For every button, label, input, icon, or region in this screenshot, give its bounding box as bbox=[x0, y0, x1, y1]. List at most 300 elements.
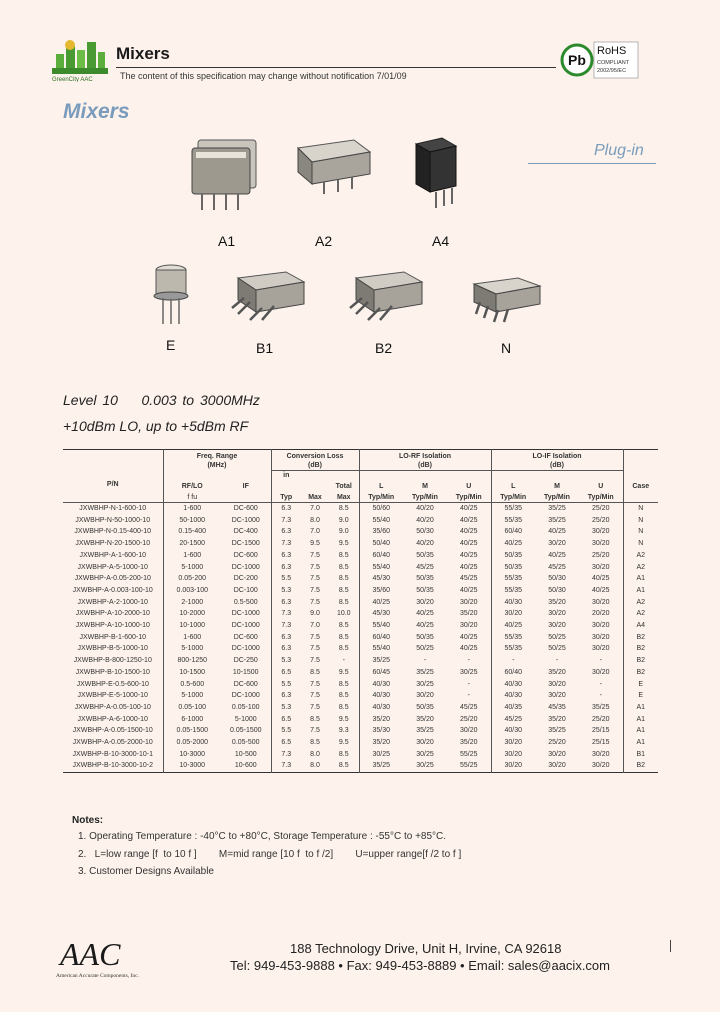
table-cell: 8.5 bbox=[338, 762, 349, 770]
table-cell: 9.0 bbox=[310, 610, 320, 618]
table-row bbox=[63, 550, 658, 562]
table-cell: 50/35 bbox=[491, 550, 535, 562]
table-row bbox=[63, 526, 658, 538]
th-if-u: U bbox=[598, 483, 604, 490]
table-cell: 30/20 bbox=[491, 608, 535, 620]
table-row bbox=[63, 725, 658, 737]
table-cell: 40/25 bbox=[459, 586, 478, 594]
greencity-logo-caption: GreenCity AAC bbox=[52, 77, 93, 82]
table-cell: 7.5 bbox=[310, 703, 320, 711]
table-cell: A1 bbox=[623, 585, 658, 597]
table-cell: 5.3 bbox=[271, 702, 301, 714]
table-cell: 35/30 bbox=[359, 725, 403, 737]
part-number-cell: JXWBHP-A-0.003-100-10 bbox=[72, 586, 153, 594]
table-cell: A1 bbox=[623, 737, 658, 749]
th-typmin-4: Typ/Min bbox=[491, 493, 535, 503]
table-cell: 5.5 bbox=[271, 725, 301, 737]
table-cell: A2 bbox=[623, 608, 658, 620]
notes-title: Notes: bbox=[72, 815, 104, 826]
table-cell: - bbox=[599, 657, 602, 665]
table-cell: 30/20 bbox=[591, 598, 610, 606]
note-2: 2. L=low range [f to 10 f ] M=mid range [10 f to f /2] U=upper range[f /2 to f ] bbox=[78, 849, 462, 860]
table-cell: 8.5 bbox=[338, 551, 349, 559]
part-number-cell: JXWBHP-A-0.05-2000-10 bbox=[72, 739, 153, 747]
th-lo-rf: LO-RF Isolation bbox=[398, 453, 452, 460]
table-cell: 6.3 bbox=[271, 562, 301, 574]
table-cell: 25/15 bbox=[591, 727, 610, 735]
table-cell: 1-600 bbox=[163, 550, 221, 562]
table-cell: 30/20 bbox=[416, 692, 434, 700]
th-total: Total bbox=[335, 483, 352, 490]
table-cell: 55/35 bbox=[491, 585, 535, 597]
table-cell: 0.05-100 bbox=[231, 703, 260, 711]
table-cell: 10-600 bbox=[234, 762, 257, 770]
category-underline bbox=[528, 163, 656, 164]
category-label: Plug-in bbox=[594, 142, 644, 159]
table-cell: - bbox=[467, 692, 470, 700]
part-number-cell: JXWBHP-B-800-1250-10 bbox=[73, 657, 152, 665]
table-row bbox=[63, 515, 658, 527]
table-cell: 30/20 bbox=[591, 528, 610, 536]
table-cell: A4 bbox=[623, 620, 658, 632]
table-cell: 60/40 bbox=[491, 667, 535, 679]
part-number-cell: JXWBHP-B-10-3000-10-1 bbox=[72, 750, 154, 758]
table-cell: DC-1000 bbox=[231, 610, 260, 618]
rohs-line2: COMPLIANT bbox=[597, 60, 630, 66]
package-label-a1: A1 bbox=[218, 233, 236, 249]
table-cell: 0.05-2000 bbox=[163, 737, 221, 749]
table-cell: DC-1000 bbox=[231, 692, 260, 700]
table-cell: 7.5 bbox=[310, 598, 320, 606]
table-cell: 6-1000 bbox=[163, 714, 221, 726]
table-cell: 8.5 bbox=[338, 505, 349, 512]
rohs-line3: 2002/95/EC bbox=[597, 68, 627, 74]
table-cell: 6.5 bbox=[271, 714, 301, 726]
table-row bbox=[63, 760, 658, 772]
e-package-icon bbox=[150, 262, 192, 326]
table-cell: 20-1500 bbox=[163, 538, 221, 550]
table-cell: 10-3000 bbox=[163, 749, 221, 761]
table-cell: 40/30 bbox=[359, 690, 403, 702]
th-freq-range: Freq. Range bbox=[196, 453, 238, 461]
table-cell: 9.0 bbox=[338, 528, 349, 536]
table-row bbox=[63, 585, 658, 597]
table-cell: 45/30 bbox=[359, 608, 403, 620]
table-cell: 55/35 bbox=[491, 503, 535, 515]
table-cell: 45/25 bbox=[459, 703, 478, 711]
table-cell: 25/20 bbox=[591, 715, 610, 723]
table-row bbox=[63, 608, 658, 620]
th-rf-lo: RF/LO bbox=[163, 480, 221, 493]
part-number-cell: JXWBHP-B-10-3000-10-2 bbox=[72, 762, 154, 770]
table-cell: 50-1000 bbox=[163, 515, 221, 527]
table-cell: N bbox=[623, 503, 658, 515]
table-cell: 10-2000 bbox=[163, 608, 221, 620]
table-cell: 30/20 bbox=[591, 762, 610, 770]
table-cell: 9.5 bbox=[338, 540, 349, 548]
table-cell: 30/20 bbox=[491, 760, 535, 772]
note-3: 3. Customer Designs Available bbox=[78, 866, 214, 877]
table-cell: 7.5 bbox=[310, 657, 320, 665]
table-cell: A1 bbox=[623, 573, 658, 585]
table-cell: 2-1000 bbox=[163, 597, 221, 609]
table-cell: 40/30 bbox=[491, 597, 535, 609]
th-max2: Max bbox=[336, 494, 351, 501]
th-max: Max bbox=[308, 494, 322, 501]
table-cell: 35/20 bbox=[548, 598, 566, 606]
table-cell: 30/25 bbox=[416, 750, 434, 758]
header-notice: The content of this specification may change without notification 7/01/09 bbox=[120, 71, 407, 81]
th-typmin-5: Typ/Min bbox=[544, 494, 570, 501]
rohs-line1: RoHS bbox=[597, 45, 627, 57]
table-cell: 35/20 bbox=[548, 668, 566, 676]
table-cell: 60/45 bbox=[359, 667, 403, 679]
table-cell: 30/20 bbox=[459, 598, 478, 606]
table-cell: 7.3 bbox=[271, 515, 301, 527]
table-cell: - bbox=[599, 692, 602, 700]
table-cell: 30/20 bbox=[548, 540, 566, 548]
th-typmin-1: Typ/Min bbox=[359, 493, 403, 503]
table-cell: - bbox=[467, 657, 470, 665]
table-cell: 30/20 bbox=[548, 610, 566, 618]
page-title: Mixers bbox=[63, 100, 130, 123]
table-cell: 35/20 bbox=[359, 737, 403, 749]
th-if-m: M bbox=[554, 483, 560, 490]
a4-package-icon bbox=[410, 136, 460, 212]
table-cell: 40/25 bbox=[459, 540, 478, 548]
table-cell: 9.0 bbox=[338, 516, 349, 524]
th-typ: Typ bbox=[271, 493, 301, 503]
table-cell: DC-100 bbox=[233, 586, 258, 594]
table-cell: 50/35 bbox=[416, 703, 434, 711]
table-cell: 5.3 bbox=[271, 655, 301, 667]
table-cell: 8.5 bbox=[338, 750, 349, 758]
table-cell: 40/25 bbox=[548, 551, 566, 559]
part-number-cell: JXWBHP-N-0.15-400-10 bbox=[74, 528, 152, 536]
table-cell: DC-600 bbox=[233, 633, 258, 641]
table-row bbox=[63, 690, 658, 702]
table-cell: 40/25 bbox=[491, 620, 535, 632]
table-cell: 25/20 bbox=[591, 505, 610, 512]
table-cell: 7.5 bbox=[310, 692, 320, 700]
table-cell: - bbox=[467, 680, 470, 688]
part-number-cell: JXWBHP-B-10-1500-10 bbox=[75, 668, 150, 676]
table-cell: 45/25 bbox=[459, 575, 478, 583]
footer-address: 188 Technology Drive, Unit H, Irvine, CA 92618 bbox=[290, 941, 562, 956]
table-cell: 40/25 bbox=[459, 551, 478, 559]
aac-logo-icon bbox=[56, 933, 166, 981]
part-number-cell: JXWBHP-A-10-2000-10 bbox=[75, 610, 150, 618]
table-cell: 50/35 bbox=[416, 575, 434, 583]
table-cell: 40/30 bbox=[491, 679, 535, 691]
table-cell: 5-1000 bbox=[163, 643, 221, 655]
table-cell: 8.5 bbox=[338, 563, 349, 571]
table-cell: 30/20 bbox=[591, 563, 610, 571]
table-cell: 30/20 bbox=[548, 762, 566, 770]
table-cell: DC-1500 bbox=[231, 540, 260, 548]
table-cell: N bbox=[623, 538, 658, 550]
table-cell: 7.5 bbox=[310, 551, 320, 559]
note-1: 1. Operating Temperature : -40°C to +80°C, Storage Temperature : -55°C to +85°C. bbox=[78, 831, 447, 842]
table-cell: 9.5 bbox=[338, 668, 349, 676]
table-cell: 7.3 bbox=[271, 538, 301, 550]
table-cell: 50/30 bbox=[416, 528, 434, 536]
part-number-cell: JXWBHP-N-50-1000-10 bbox=[75, 516, 151, 524]
table-cell: - bbox=[342, 657, 345, 665]
table-cell: DC-1000 bbox=[231, 563, 260, 571]
table-cell: 6.3 bbox=[271, 550, 301, 562]
table-row bbox=[63, 538, 658, 550]
table-cell: 5.3 bbox=[271, 585, 301, 597]
table-cell: 30/20 bbox=[416, 598, 434, 606]
table-cell: 55/40 bbox=[359, 643, 403, 655]
table-cell: 35/25 bbox=[548, 727, 566, 735]
table-row bbox=[63, 655, 658, 667]
table-cell: 55/35 bbox=[491, 515, 535, 527]
part-number-cell: JXWBHP-E-5-1000-10 bbox=[77, 692, 148, 700]
table-cell: E bbox=[623, 690, 658, 702]
table-cell: 7.3 bbox=[271, 760, 301, 772]
table-cell: 35/60 bbox=[359, 585, 403, 597]
table-cell: 20/20 bbox=[591, 610, 610, 618]
table-cell: 7.5 bbox=[310, 563, 320, 571]
table-cell: DC-200 bbox=[233, 575, 258, 583]
table-cell: 6.3 bbox=[271, 632, 301, 644]
table-cell: 6.5 bbox=[271, 667, 301, 679]
table-cell: 25/20 bbox=[548, 739, 566, 747]
table-cell: A2 bbox=[623, 550, 658, 562]
table-cell: 60/40 bbox=[491, 526, 535, 538]
table-cell: 10-500 bbox=[234, 750, 257, 758]
table-cell: 30/25 bbox=[416, 680, 434, 688]
table-row bbox=[63, 573, 658, 585]
th-in: in bbox=[271, 471, 301, 481]
table-cell: 25/15 bbox=[591, 739, 610, 747]
table-cell: B2 bbox=[623, 643, 658, 655]
n-package-icon bbox=[468, 274, 544, 326]
table-cell: 55/25 bbox=[459, 750, 478, 758]
part-number-cell: JXWBHP-B-5-1000-10 bbox=[77, 645, 148, 653]
table-cell: 40/20 bbox=[416, 540, 434, 548]
table-cell: 8.5 bbox=[338, 692, 349, 700]
table-cell: 30/20 bbox=[548, 680, 566, 688]
table-cell: 50/40 bbox=[359, 538, 403, 550]
aac-logo-text: AAC bbox=[60, 936, 121, 972]
table-cell: 8.0 bbox=[310, 516, 320, 524]
table-cell: - bbox=[599, 680, 602, 688]
table-cell: 45/25 bbox=[491, 714, 535, 726]
package-label-b2: B2 bbox=[375, 340, 393, 356]
table-cell: - bbox=[555, 657, 559, 665]
table-cell: 55/35 bbox=[491, 632, 535, 644]
table-cell: 40/25 bbox=[459, 516, 478, 524]
table-cell: 50/25 bbox=[416, 645, 434, 653]
table-cell: 8.5 bbox=[338, 645, 349, 653]
table-cell: 8.5 bbox=[310, 668, 320, 676]
table-cell: 8.5 bbox=[338, 633, 349, 641]
table-cell: B1 bbox=[623, 749, 658, 761]
table-cell: 1-600 bbox=[163, 503, 221, 515]
table-cell: 9.5 bbox=[338, 715, 349, 723]
part-number-cell: JXWBHP-N-1-600-10 bbox=[79, 505, 147, 512]
part-number-cell: JXWBHP-E-0.5-600-10 bbox=[76, 680, 149, 688]
table-cell: 8.5 bbox=[338, 598, 349, 606]
table-cell: 6.5 bbox=[271, 737, 301, 749]
footer-contact: Tel: 949-453-9888 • Fax: 949-453-8889 • Email: sales@aacix.com bbox=[230, 958, 610, 973]
table-cell: 7.3 bbox=[271, 749, 301, 761]
table-cell: 8.5 bbox=[310, 715, 320, 723]
table-cell: 7.3 bbox=[271, 608, 301, 620]
table-cell: 35/25 bbox=[416, 727, 434, 735]
table-cell: 10-1500 bbox=[232, 668, 259, 676]
b2-package-icon bbox=[346, 268, 426, 328]
table-cell: 50/30 bbox=[548, 586, 566, 594]
table-row bbox=[63, 702, 658, 714]
part-number-cell: JXWBHP-A-2-1000-10 bbox=[77, 598, 148, 606]
th-if-l: L bbox=[491, 480, 535, 493]
table-cell: DC-1000 bbox=[231, 516, 260, 524]
table-row bbox=[63, 632, 658, 644]
table-cell: 40/25 bbox=[591, 575, 610, 583]
table-cell: 10-1500 bbox=[163, 667, 221, 679]
table-cell: 35/60 bbox=[359, 526, 403, 538]
table-cell: 0.05-100 bbox=[163, 702, 221, 714]
table-cell: 7.5 bbox=[310, 727, 320, 735]
th-pn: P/N bbox=[106, 481, 119, 488]
table-cell: 7.5 bbox=[310, 633, 320, 641]
table-cell: 55/35 bbox=[491, 643, 535, 655]
table-cell: 5-1000 bbox=[163, 562, 221, 574]
package-label-a2: A2 bbox=[315, 233, 333, 249]
table-cell: 35/20 bbox=[459, 739, 478, 747]
table-cell: 35/20 bbox=[459, 610, 478, 618]
rohs-badge-icon bbox=[560, 38, 644, 82]
th-conv-loss: Conversion Loss bbox=[286, 453, 344, 460]
table-cell: 55/25 bbox=[459, 762, 478, 770]
table-cell: 5-1000 bbox=[234, 715, 257, 723]
rohs-symbol: Pb bbox=[568, 52, 586, 68]
table-cell: 55/35 bbox=[491, 573, 535, 585]
table-cell: 0.15-400 bbox=[163, 526, 221, 538]
table-cell: A1 bbox=[623, 702, 658, 714]
table-cell: 800-1250 bbox=[163, 655, 221, 667]
table-cell: 50/25 bbox=[548, 633, 566, 641]
table-cell: 40/25 bbox=[459, 505, 478, 512]
table-cell: 40/25 bbox=[459, 633, 478, 641]
part-number-cell: JXWBHP-B-1-600-10 bbox=[79, 633, 147, 641]
table-cell: 35/25 bbox=[359, 655, 403, 667]
table-cell: 55/40 bbox=[359, 562, 403, 574]
table-cell: 30/20 bbox=[591, 668, 610, 676]
table-cell: 40/25 bbox=[416, 610, 434, 618]
table-cell: 10-1000 bbox=[163, 620, 221, 632]
table-row bbox=[63, 749, 658, 761]
table-cell: 45/25 bbox=[416, 563, 434, 571]
table-cell: 50/35 bbox=[416, 586, 434, 594]
table-cell: 7.0 bbox=[310, 505, 320, 512]
table-cell: 0.05-200 bbox=[163, 573, 221, 585]
spec-power: +10dBm LO, up to +5dBm RF bbox=[63, 418, 249, 434]
footer-tick bbox=[670, 940, 671, 952]
table-cell: 30/20 bbox=[591, 645, 610, 653]
table-cell: N bbox=[623, 526, 658, 538]
table-cell: 7.0 bbox=[310, 622, 320, 630]
table-cell: 25/20 bbox=[591, 551, 610, 559]
table-cell: 0.003-100 bbox=[163, 585, 221, 597]
table-row bbox=[63, 679, 658, 691]
table-cell: 30/20 bbox=[591, 633, 610, 641]
part-number-cell: JXWBHP-A-5-1000-10 bbox=[77, 563, 148, 571]
th-rf-l: L bbox=[359, 480, 403, 493]
table-cell: 40/20 bbox=[416, 505, 434, 512]
table-cell: 7.5 bbox=[310, 575, 320, 583]
table-row bbox=[63, 737, 658, 749]
table-cell: 35/20 bbox=[548, 715, 566, 723]
th-typmin-2: Typ/Min bbox=[412, 494, 438, 501]
th-conv-unit: (dB) bbox=[308, 462, 322, 469]
table-cell: 30/20 bbox=[548, 622, 566, 630]
table-cell: 8.5 bbox=[338, 680, 349, 688]
table-cell: 35/25 bbox=[548, 505, 566, 512]
greencity-logo-icon bbox=[50, 38, 110, 82]
table-cell: 8.5 bbox=[338, 703, 349, 711]
table-cell: - bbox=[491, 655, 535, 667]
package-label-n: N bbox=[501, 340, 512, 356]
th-fu: f fu bbox=[163, 493, 221, 503]
th-case: Case bbox=[623, 480, 658, 493]
th-lo-rf-unit: (dB) bbox=[418, 462, 432, 469]
package-label-a4: A4 bbox=[432, 233, 450, 249]
table-cell: 40/30 bbox=[359, 679, 403, 691]
part-number-cell: JXWBHP-N-20-1500-10 bbox=[75, 540, 151, 548]
table-cell: 35/20 bbox=[416, 715, 434, 723]
part-number-cell: JXWBHP-A-6-1000-10 bbox=[77, 715, 148, 723]
table-row bbox=[63, 714, 658, 726]
th-lo-if: LO-IF Isolation bbox=[532, 453, 582, 460]
table-cell: 8.5 bbox=[310, 739, 320, 747]
table-cell: 0.05-1500 bbox=[229, 727, 262, 735]
table-cell: 35/25 bbox=[548, 516, 566, 524]
table-cell: 40/30 bbox=[359, 702, 403, 714]
th-freq-unit: (MHz) bbox=[207, 462, 227, 470]
table-cell: A1 bbox=[623, 725, 658, 737]
table-cell: 0.05-1500 bbox=[163, 725, 221, 737]
table-cell: 30/20 bbox=[548, 750, 566, 758]
table-cell: 30/20 bbox=[591, 750, 610, 758]
spec-level-range: Level 10 0.003 to 3000MHz bbox=[63, 392, 260, 408]
table-cell: N bbox=[623, 515, 658, 527]
th-typmin-6: Typ/Min bbox=[587, 494, 614, 501]
table-cell: 30/20 bbox=[548, 692, 566, 700]
table-cell: - bbox=[423, 657, 427, 665]
th-typmin-3: Typ/Min bbox=[455, 494, 482, 501]
table-cell: 8.0 bbox=[310, 750, 320, 758]
table-cell: A2 bbox=[623, 597, 658, 609]
table-row bbox=[63, 503, 658, 515]
table-cell: 50/35 bbox=[416, 551, 434, 559]
table-cell: 40/25 bbox=[459, 563, 478, 571]
table-cell: 30/20 bbox=[591, 622, 610, 630]
table-cell: 40/25 bbox=[591, 586, 610, 594]
table-cell: 6.3 bbox=[271, 526, 301, 538]
table-row bbox=[63, 562, 658, 574]
table-cell: 30/20 bbox=[591, 540, 610, 548]
table-cell: 7.5 bbox=[310, 586, 320, 594]
table-row bbox=[63, 597, 658, 609]
table-cell: 30/20 bbox=[491, 749, 535, 761]
aac-logo-caption: American Accurate Components, Inc. bbox=[56, 973, 139, 979]
table-cell: 40/25 bbox=[548, 528, 566, 536]
